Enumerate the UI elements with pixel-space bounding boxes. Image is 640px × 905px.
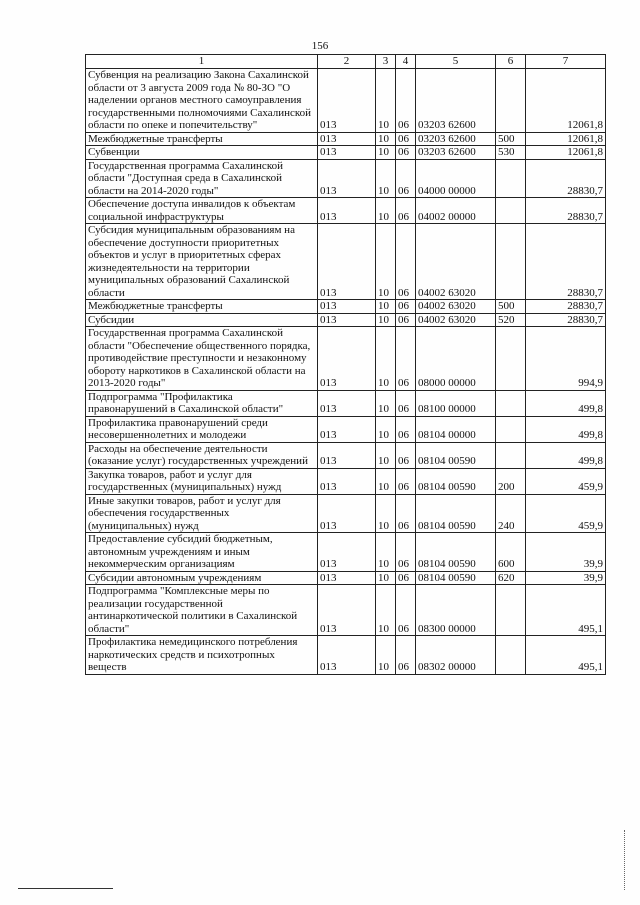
row-ministry-code: 013 — [318, 494, 376, 533]
row-amount: 39,9 — [526, 533, 606, 572]
row-expense-type: 620 — [496, 571, 526, 585]
row-section: 10 — [376, 571, 396, 585]
column-header: 3 — [376, 55, 396, 69]
row-name: Подпрограмма "Профилактика правонарушений в Сахалинской области" — [86, 390, 318, 416]
footnote-rule — [18, 888, 113, 889]
row-name: Субсидии — [86, 313, 318, 327]
table-row — [86, 494, 606, 533]
table-row — [86, 416, 606, 442]
row-name: Обеспечение доступа инвалидов к объектам социальной инфраструктуры — [86, 198, 318, 224]
row-ministry-code: 013 — [318, 468, 376, 494]
row-target-article: 04002 00000 — [416, 198, 496, 224]
row-ministry-code: 013 — [318, 146, 376, 160]
row-subsection: 06 — [396, 300, 416, 314]
row-subsection: 06 — [396, 585, 416, 636]
row-expense-type: 600 — [496, 533, 526, 572]
budget-table — [85, 54, 606, 675]
row-target-article: 04002 63020 — [416, 313, 496, 327]
row-target-article: 08104 00590 — [416, 571, 496, 585]
row-expense-type — [496, 69, 526, 133]
row-expense-type — [496, 442, 526, 468]
row-expense-type: 500 — [496, 132, 526, 146]
row-amount: 12061,8 — [526, 69, 606, 133]
row-section: 10 — [376, 390, 396, 416]
row-amount: 499,8 — [526, 390, 606, 416]
table-row — [86, 159, 606, 198]
row-expense-type — [496, 390, 526, 416]
row-expense-type — [496, 416, 526, 442]
row-ministry-code: 013 — [318, 533, 376, 572]
row-target-article: 08104 00590 — [416, 533, 496, 572]
row-ministry-code: 013 — [318, 390, 376, 416]
row-target-article: 08104 00000 — [416, 416, 496, 442]
table-row — [86, 132, 606, 146]
row-name: Закупка товаров, работ и услуг для государственных (муниципальных) нужд — [86, 468, 318, 494]
row-section: 10 — [376, 313, 396, 327]
row-target-article: 04002 63020 — [416, 224, 496, 300]
row-amount: 459,9 — [526, 468, 606, 494]
row-name: Профилактика немедицинского потребления наркотических средств и психотропных веществ — [86, 636, 318, 675]
row-subsection: 06 — [396, 132, 416, 146]
row-subsection: 06 — [396, 159, 416, 198]
row-name: Субсидии автономным учреждениям — [86, 571, 318, 585]
row-expense-type — [496, 327, 526, 391]
row-target-article: 08100 00000 — [416, 390, 496, 416]
table-row — [86, 146, 606, 160]
column-header: 4 — [396, 55, 416, 69]
column-header: 7 — [526, 55, 606, 69]
row-target-article: 08104 00590 — [416, 468, 496, 494]
row-ministry-code: 013 — [318, 198, 376, 224]
row-target-article: 08000 00000 — [416, 327, 496, 391]
row-subsection: 06 — [396, 390, 416, 416]
row-amount: 495,1 — [526, 636, 606, 675]
row-target-article: 08302 00000 — [416, 636, 496, 675]
row-name: Предоставление субсидий бюджетным, автономным учреждениям и иным некоммерческим организациям — [86, 533, 318, 572]
row-name: Иные закупки товаров, работ и услуг для обеспечения государственных (муниципальных) нужд — [86, 494, 318, 533]
table-row — [86, 571, 606, 585]
row-amount: 12061,8 — [526, 146, 606, 160]
table-row — [86, 69, 606, 133]
table-row — [86, 636, 606, 675]
row-section: 10 — [376, 159, 396, 198]
row-section: 10 — [376, 533, 396, 572]
row-expense-type — [496, 159, 526, 198]
row-amount: 28830,7 — [526, 313, 606, 327]
row-subsection: 06 — [396, 533, 416, 572]
row-expense-type: 530 — [496, 146, 526, 160]
row-section: 10 — [376, 442, 396, 468]
table-row — [86, 585, 606, 636]
table-row — [86, 300, 606, 314]
row-target-article: 04002 63020 — [416, 300, 496, 314]
row-section: 10 — [376, 416, 396, 442]
row-subsection: 06 — [396, 468, 416, 494]
row-amount: 28830,7 — [526, 198, 606, 224]
row-expense-type: 240 — [496, 494, 526, 533]
row-expense-type — [496, 224, 526, 300]
row-ministry-code: 013 — [318, 416, 376, 442]
row-ministry-code: 013 — [318, 132, 376, 146]
row-section: 10 — [376, 300, 396, 314]
row-target-article: 03203 62600 — [416, 132, 496, 146]
table-row — [86, 327, 606, 391]
row-name: Расходы на обеспечение деятельности (оказание услуг) государственных учреждений — [86, 442, 318, 468]
row-ministry-code: 013 — [318, 585, 376, 636]
row-target-article: 03203 62600 — [416, 146, 496, 160]
column-header: 5 — [416, 55, 496, 69]
column-header: 6 — [496, 55, 526, 69]
table-row — [86, 224, 606, 300]
row-target-article: 08104 00590 — [416, 442, 496, 468]
scan-mark — [624, 830, 627, 890]
row-name: Межбюджетные трансферты — [86, 132, 318, 146]
row-section: 10 — [376, 468, 396, 494]
row-ministry-code: 013 — [318, 159, 376, 198]
row-amount: 12061,8 — [526, 132, 606, 146]
row-section: 10 — [376, 636, 396, 675]
row-ministry-code: 013 — [318, 313, 376, 327]
row-section: 10 — [376, 585, 396, 636]
row-amount: 994,9 — [526, 327, 606, 391]
row-subsection: 06 — [396, 313, 416, 327]
row-amount: 28830,7 — [526, 300, 606, 314]
row-ministry-code: 013 — [318, 442, 376, 468]
row-subsection: 06 — [396, 571, 416, 585]
row-ministry-code: 013 — [318, 571, 376, 585]
row-section: 10 — [376, 198, 396, 224]
row-amount: 495,1 — [526, 585, 606, 636]
row-ministry-code: 013 — [318, 300, 376, 314]
row-target-article: 08300 00000 — [416, 585, 496, 636]
column-header: 1 — [86, 55, 318, 69]
row-section: 10 — [376, 146, 396, 160]
row-amount: 28830,7 — [526, 159, 606, 198]
row-subsection: 06 — [396, 442, 416, 468]
row-name: Подпрограмма "Комплексные меры по реализации государственной антинаркотической политики в Сахалинской области" — [86, 585, 318, 636]
row-subsection: 06 — [396, 146, 416, 160]
page-number: 156 — [311, 40, 329, 52]
row-expense-type: 520 — [496, 313, 526, 327]
row-section: 10 — [376, 494, 396, 533]
row-amount: 39,9 — [526, 571, 606, 585]
row-name: Субвенция на реализацию Закона Сахалинской области от 3 августа 2009 года № 80-ЗО "О наделении органов местного самоуправления государственными полномочиями Сахалинской области по опеке и попечительству" — [86, 69, 318, 133]
row-subsection: 06 — [396, 224, 416, 300]
row-section: 10 — [376, 132, 396, 146]
row-target-article: 03203 62600 — [416, 69, 496, 133]
row-expense-type: 500 — [496, 300, 526, 314]
column-header: 2 — [318, 55, 376, 69]
table-row — [86, 198, 606, 224]
row-section: 10 — [376, 69, 396, 133]
row-amount: 499,8 — [526, 442, 606, 468]
table-row — [86, 468, 606, 494]
row-name: Межбюджетные трансферты — [86, 300, 318, 314]
row-expense-type — [496, 636, 526, 675]
row-subsection: 06 — [396, 494, 416, 533]
row-subsection: 06 — [396, 327, 416, 391]
row-ministry-code: 013 — [318, 69, 376, 133]
row-target-article: 04000 00000 — [416, 159, 496, 198]
row-ministry-code: 013 — [318, 224, 376, 300]
row-subsection: 06 — [396, 198, 416, 224]
row-name: Государственная программа Сахалинской области "Доступная среда в Сахалинской области на 2014-2020 годы" — [86, 159, 318, 198]
table-row — [86, 442, 606, 468]
row-name: Государственная программа Сахалинской области "Обеспечение общественного порядка, противодействие преступности и незаконному обороту наркотиков в Сахалинской области на 2013-2020 годы" — [86, 327, 318, 391]
row-expense-type — [496, 585, 526, 636]
row-amount: 459,9 — [526, 494, 606, 533]
row-ministry-code: 013 — [318, 636, 376, 675]
row-name: Субсидия муниципальным образованиям на обеспечение доступности приоритетных объектов и услуг в приоритетных сферах жизнедеятельности на территории муниципальных образований Сахалинской области — [86, 224, 318, 300]
row-amount: 499,8 — [526, 416, 606, 442]
row-name: Субвенции — [86, 146, 318, 160]
row-subsection: 06 — [396, 416, 416, 442]
row-expense-type — [496, 198, 526, 224]
row-target-article: 08104 00590 — [416, 494, 496, 533]
row-ministry-code: 013 — [318, 327, 376, 391]
row-subsection: 06 — [396, 69, 416, 133]
row-subsection: 06 — [396, 636, 416, 675]
table-row — [86, 390, 606, 416]
row-section: 10 — [376, 224, 396, 300]
row-name: Профилактика правонарушений среди несовершеннолетних и молодежи — [86, 416, 318, 442]
header-row — [86, 55, 606, 69]
row-expense-type: 200 — [496, 468, 526, 494]
row-section: 10 — [376, 327, 396, 391]
table-row — [86, 533, 606, 572]
table-row — [86, 313, 606, 327]
row-amount: 28830,7 — [526, 224, 606, 300]
